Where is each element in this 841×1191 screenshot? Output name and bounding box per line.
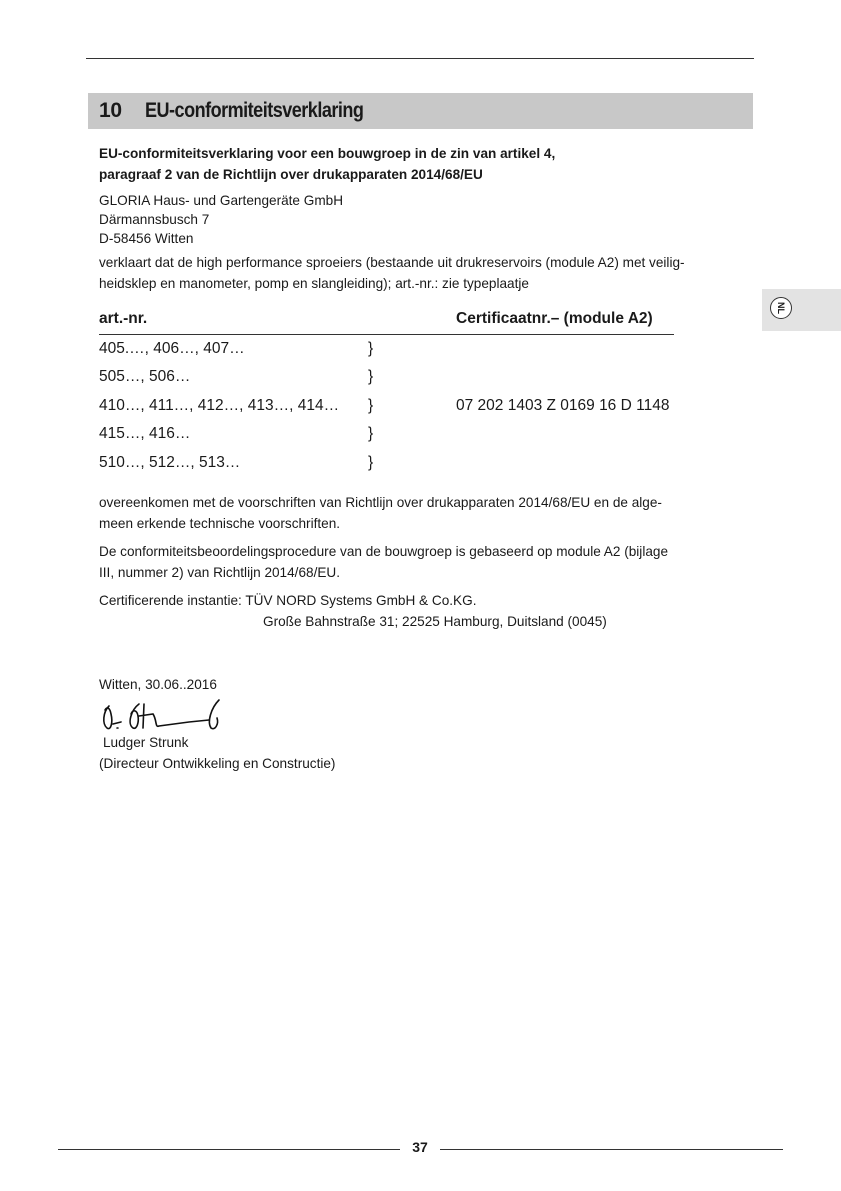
table-header-rule [99,334,674,335]
lead-line-1: EU-conformiteitsverklaring voor een bouwgroep in de zin van artikel 4, [99,146,556,161]
row-brace: } [368,397,374,414]
company-name: GLORIA Haus- und Gartengeräte GmbH [99,193,344,208]
article-numbers: 410…, 411…, 412…, 413…, 414… [99,397,340,414]
article-numbers: 510…, 512…, 513… [99,454,241,471]
signatory-name: Ludger Strunk [103,735,189,750]
company-city: D-58456 Witten [99,231,194,246]
conformity-line-2: meen erkende technische voorschriften. [99,516,341,531]
table-header-cert: Certificaatnr.– (module A2) [456,310,653,327]
procedure-line-1: De conformiteitsbeoordelingsprocedure van de bouwgroep is gebaseerd op module A2 (bijlage [99,544,669,559]
language-tab-badge: NL [770,297,792,319]
row-brace: } [368,425,374,442]
article-numbers: 405.…, 406…, 407… [99,340,245,357]
article-numbers: 415…, 416… [99,425,191,442]
lead-heading [99,143,555,185]
section-number: 10 [99,99,122,122]
conformity-paragraph [99,492,759,534]
language-tab [762,289,841,331]
certifying-name: TÜV NORD Systems GmbH & Co.KG. [245,593,477,608]
declaration-paragraph [99,252,759,294]
section-header [88,93,753,129]
top-rule [86,58,754,59]
row-brace: } [368,340,374,357]
declaration-line-2: heidsklep en manometer, pomp en slangleiding); art.-nr.: zie typeplaatje [99,276,529,291]
place-date: Witten, 30.06..2016 [99,677,217,692]
row-brace: } [368,368,374,385]
table-header-art: art.-nr. [99,310,148,327]
certifying-label: Certificerende instantie: [99,593,242,608]
article-numbers: 505…, 506… [99,368,191,385]
certifying-body [99,590,759,632]
certificate-number: 07 202 1403 Z 0169 16 D 1148 [456,397,670,414]
page-number: 37 [412,1139,428,1155]
signature-image [99,694,229,734]
certifying-line-1 [99,590,759,611]
footer-rule-left [58,1149,400,1150]
company-street: Därmannsbusch 7 [99,212,210,227]
declaration-line-1: verklaart dat de high performance sproeiers (bestaande uit drukreservoirs (module A2) met veilig- [99,255,685,270]
row-brace: } [368,454,374,471]
lead-line-2: paragraaf 2 van de Richtlijn over drukapparaten 2014/68/EU [99,167,483,182]
procedure-line-2: III, nummer 2) van Richtlijn 2014/68/EU. [99,565,341,580]
section-title: EU-conformiteitsverklaring [145,99,364,122]
signatory-title: (Directeur Ontwikkeling en Constructie) [99,756,336,771]
procedure-paragraph [99,541,759,583]
company-address [99,191,343,248]
footer-rule-right [440,1149,783,1150]
signatory-block [99,732,759,774]
certifying-address: Große Bahnstraße 31; 22525 Hamburg, Duitsland (0045) [263,614,607,629]
conformity-line-1: overeenkomen met de voorschriften van Richtlijn over drukapparaten 2014/68/EU en de alge- [99,495,662,510]
